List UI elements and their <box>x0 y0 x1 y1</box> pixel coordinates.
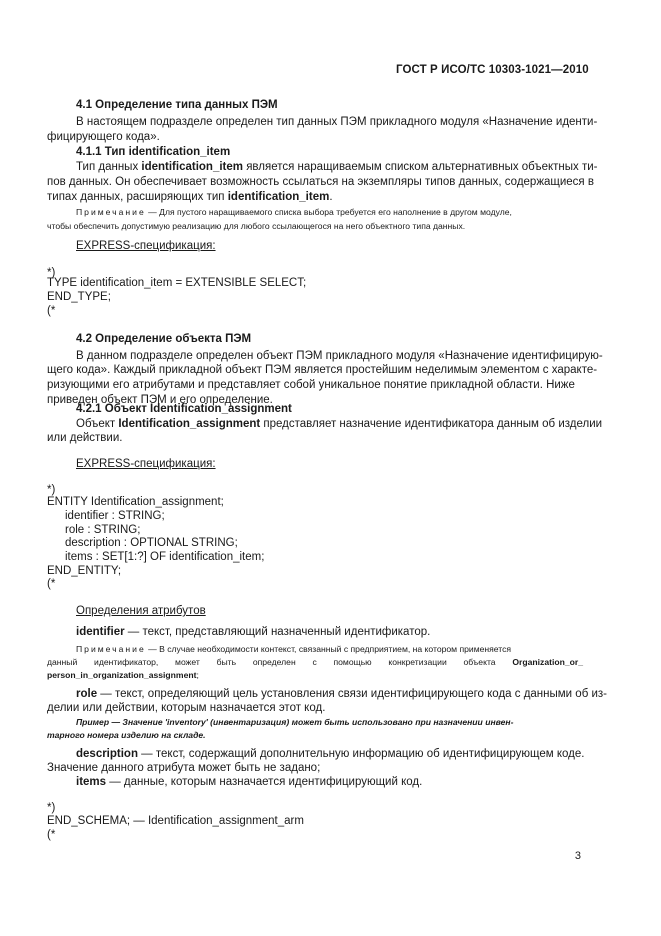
code-line: ENTITY Identification_assignment; <box>47 496 224 508</box>
role-definition-line2: делии или действии, которым назначается этот код. <box>47 702 326 714</box>
code-line: (* <box>47 829 56 841</box>
document-header: ГОСТ Р ИСО/ТС 10303-1021—2010 <box>396 64 589 76</box>
identifier-note-line2: данный идентификатор, может быть определен с помощью конкретизации объекта Organization_or_ <box>47 657 583 667</box>
code-line: role : STRING; <box>65 524 141 536</box>
example-line1: Пример — Значение 'inventory' (инвентаризация) может быть использовано при назначении инвен- <box>76 717 514 727</box>
s411-paragraph-line2: пов данных. Он обеспечивает возможность ссылаться на экземпляры типов данных, содержащиеся в <box>47 176 594 188</box>
page-number: 3 <box>574 850 581 862</box>
description-definition-line1: description — текст, содержащий дополнительную информацию об идентифицирующем коде. <box>76 748 585 760</box>
code-line: *) <box>47 802 56 814</box>
code-line: (* <box>47 578 56 590</box>
code-line: description : OPTIONAL STRING; <box>65 537 238 549</box>
code-line: items : SET[1:?] OF identification_item; <box>65 551 265 563</box>
code-line: *) <box>47 267 56 279</box>
code-line: *) <box>47 484 56 496</box>
s41-paragraph-line1: В настоящем подразделе определен тип данных ПЭМ прикладного модуля «Назначение иденти- <box>76 116 598 128</box>
items-definition: items — данные, которым назначается идентифицирующий код. <box>76 776 423 788</box>
s41-paragraph-line2: фицирующего кода». <box>47 131 160 143</box>
example-line2: тарного номера изделию на складе. <box>47 730 206 740</box>
section-4-1-heading: 4.1 Определение типа данных ПЭМ <box>76 99 278 111</box>
s42-paragraph-line2: щего кода». Каждый прикладной объект ПЭМ является простейшим неделимым элементом с характе- <box>47 364 598 376</box>
code-line: END_ENTITY; <box>47 565 122 577</box>
code-line: END_SCHEMA; — Identification_assignment_arm <box>47 815 304 827</box>
identifier-note-line3: person_in_organization_assignment; <box>47 670 199 680</box>
s411-note-line2: чтобы обеспечить допустимую реализацию для любого ссылающегося на него объектного типа данных. <box>47 221 466 231</box>
section-4-1-1-heading: 4.1.1 Тип identification_item <box>76 146 231 158</box>
section-4-2-1-heading: 4.2.1 Объект Identification_assignment <box>76 403 292 415</box>
code-line: TYPE identification_item = EXTENSIBLE SELECT; <box>47 277 307 289</box>
identifier-definition: identifier — текст, представляющий назначенный идентификатор. <box>76 626 431 638</box>
description-definition-line2: Значение данного атрибута может быть не задано; <box>47 762 321 774</box>
code-line: (* <box>47 305 56 317</box>
s421-paragraph-line2: или действии. <box>47 432 123 444</box>
identifier-note-line1: Примечание — В случае необходимости контекст, связанный с предприятием, на котором применяется <box>76 644 512 654</box>
section-4-2-heading: 4.2 Определение объекта ПЭМ <box>76 333 252 345</box>
code-line: END_TYPE; <box>47 291 111 303</box>
attribute-definitions-heading: Определения атрибутов <box>76 605 206 617</box>
code-line: identifier : STRING; <box>65 510 165 522</box>
s42-paragraph-line1: В данном подразделе определен объект ПЭМ прикладного модуля «Назначение идентифицирую- <box>76 350 603 362</box>
s42-paragraph-line4: приведен объект ПЭМ и его определение. <box>47 394 273 406</box>
s42-paragraph-line3: ризующими его атрибутами и представляет собой уникальное понятие прикладной области. Ниже <box>47 379 575 391</box>
express-spec-label-1: EXPRESS-спецификация: <box>76 240 216 252</box>
s411-paragraph-line1: Тип данных identification_item является наращиваемым списком альтернативных объектных ти- <box>76 161 598 173</box>
s411-note-line1: Примечание — Для пустого наращиваемого списка выбора требуется его наполнение в другом модуле, <box>76 207 512 217</box>
role-definition-line1: role — текст, определяющий цель установления связи идентифицирующего кода с данными об из- <box>76 688 608 700</box>
s411-paragraph-line3: типах данных, расширяющих тип identification_item. <box>47 191 333 203</box>
express-spec-label-2: EXPRESS-спецификация: <box>76 458 216 470</box>
s421-paragraph-line1: Объект Identification_assignment представляет назначение идентификатора данным об изделии <box>76 418 603 430</box>
